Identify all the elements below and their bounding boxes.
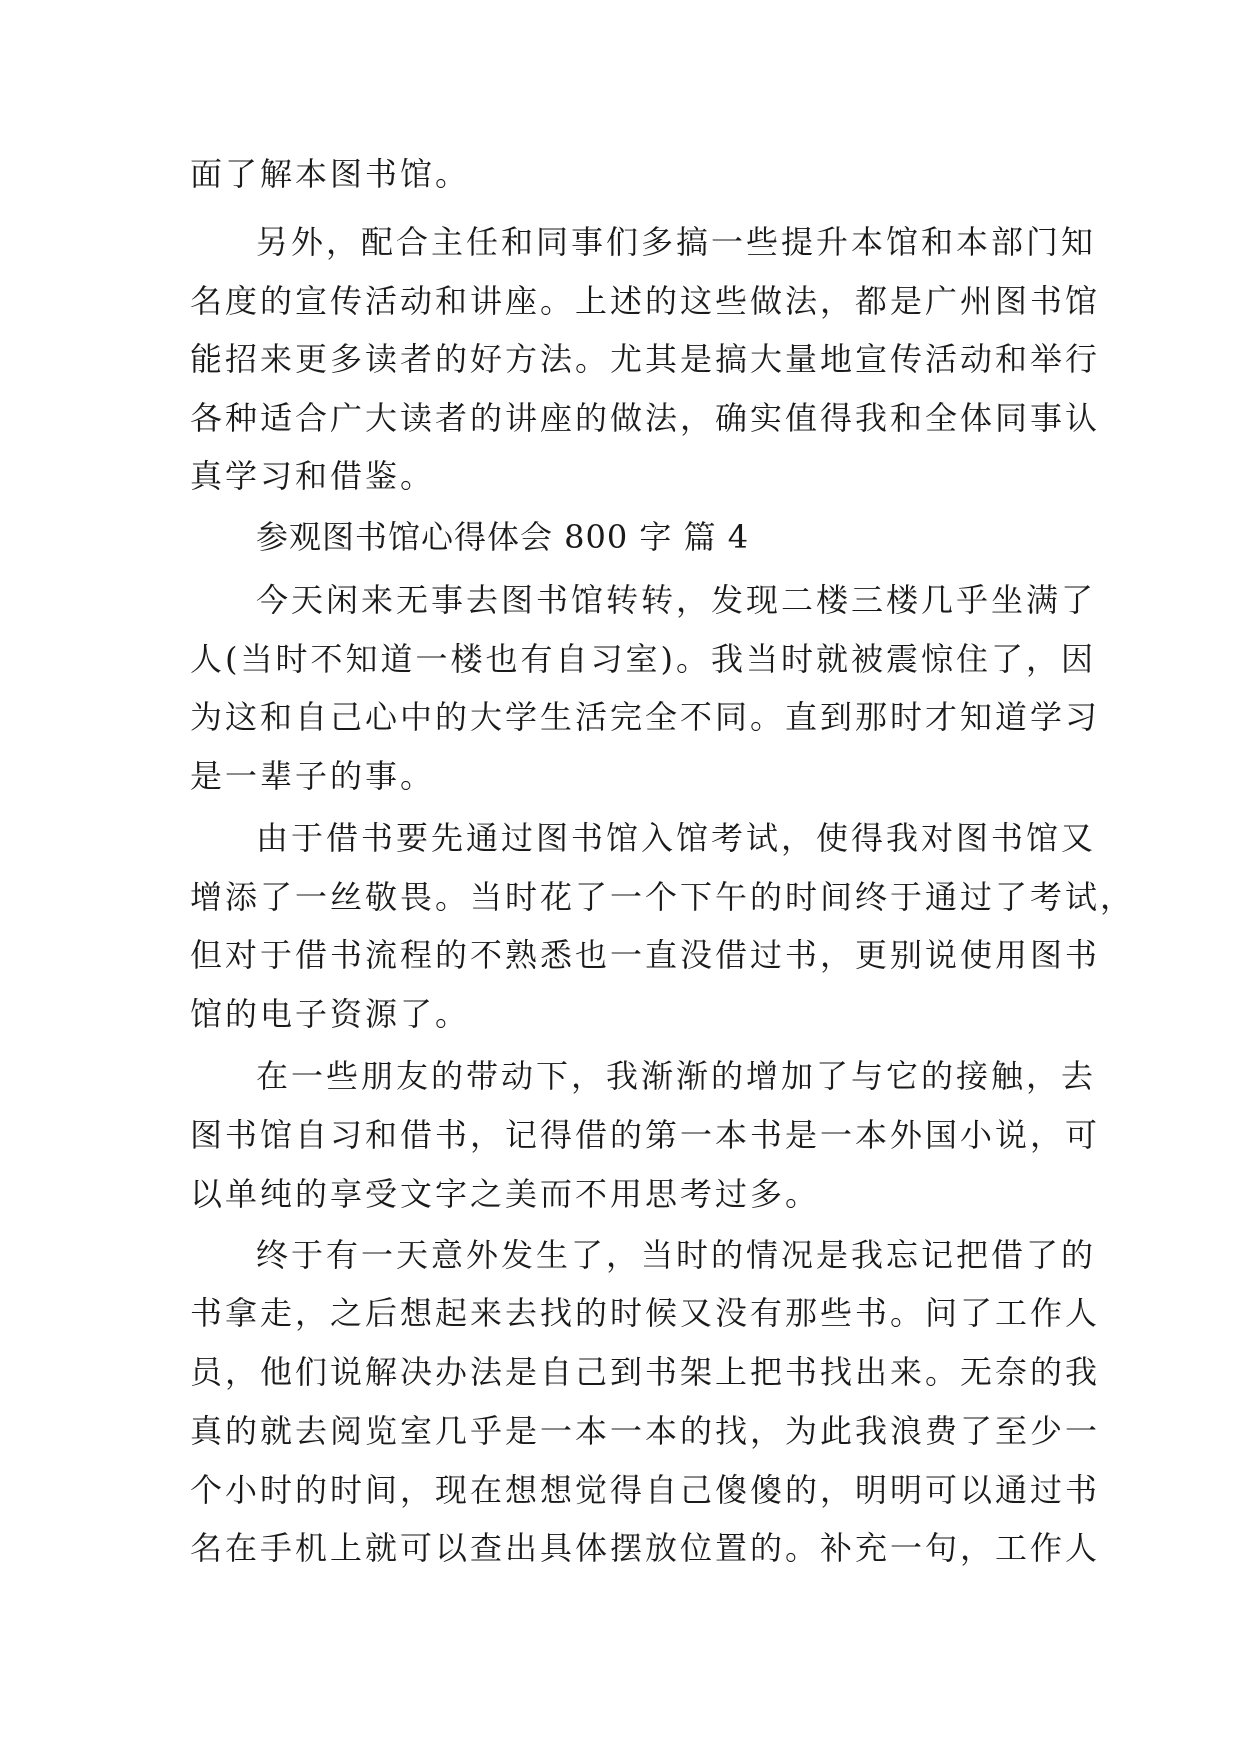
text-line: 但对于借书流程的不熟悉也一直没借过书，更别说使用图书 bbox=[190, 936, 1101, 974]
text-line: 另外，配合主任和同事们多搞一些提升本馆和本部门知 bbox=[256, 223, 1097, 261]
text-line: 增添了一丝敬畏。当时花了一个下午的时间终于通过了考试， bbox=[190, 878, 1136, 916]
text-line: 各种适合广大读者的讲座的做法，确实值得我和全体同事认 bbox=[190, 399, 1101, 437]
text-line: 员，他们说解决办法是自己到书架上把书找出来。无奈的我 bbox=[190, 1353, 1101, 1391]
text-line: 面了解本图书馆。 bbox=[190, 155, 471, 193]
text-line: 今天闲来无事去图书馆转转，发现二楼三楼几乎坐满了 bbox=[256, 581, 1097, 619]
text-line: 名度的宣传活动和讲座。上述的这些做法，都是广州图书馆 bbox=[190, 282, 1101, 320]
text-line: 个小时的时间，现在想想觉得自己傻傻的，明明可以通过书 bbox=[190, 1471, 1101, 1509]
text-line: 真的就去阅览室几乎是一本一本的找，为此我浪费了至少一 bbox=[190, 1412, 1101, 1450]
text-line: 书拿走，之后想起来去找的时候又没有那些书。问了工作人 bbox=[190, 1294, 1101, 1332]
text-line: 图书馆自习和借书，记得借的第一本书是一本外国小说，可 bbox=[190, 1116, 1101, 1154]
text-line: 真学习和借鉴。 bbox=[190, 457, 436, 495]
section-heading: 参观图书馆心得体会 800 字 篇 4 bbox=[256, 518, 750, 556]
text-line: 在一些朋友的带动下，我渐渐的增加了与它的接触，去 bbox=[256, 1057, 1097, 1095]
text-line: 能招来更多读者的好方法。尤其是搞大量地宣传活动和举行 bbox=[190, 340, 1101, 378]
text-line: 为这和自己心中的大学生活完全不同。直到那时才知道学习 bbox=[190, 698, 1101, 736]
text-line: 终于有一天意外发生了，当时的情况是我忘记把借了的 bbox=[256, 1236, 1097, 1274]
text-line: 馆的电子资源了。 bbox=[190, 995, 471, 1033]
text-line: 名在手机上就可以查出具体摆放位置的。补充一句，工作人 bbox=[190, 1529, 1101, 1567]
text-line: 由于借书要先通过图书馆入馆考试，使得我对图书馆又 bbox=[256, 819, 1097, 857]
text-line: 以单纯的享受文字之美而不用思考过多。 bbox=[190, 1175, 821, 1213]
text-line: 是一辈子的事。 bbox=[190, 757, 436, 795]
text-line: 人(当时不知道一楼也有自习室)。我当时就被震惊住了，因 bbox=[190, 640, 1096, 678]
